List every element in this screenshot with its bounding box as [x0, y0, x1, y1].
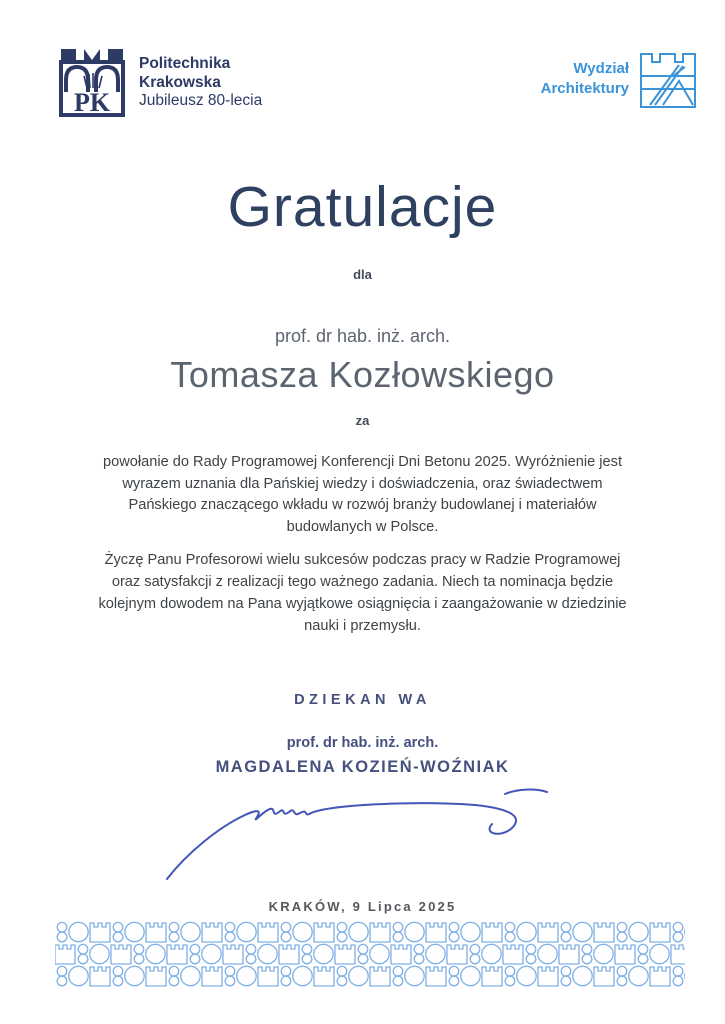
brand-line3: Jubileusz 80-lecia [139, 92, 263, 110]
honoree-titles: prof. dr hab. inż. arch. [274, 325, 451, 346]
signer-name: MAGDALENA KOZIEŃ-WOŹNIAK [215, 757, 510, 776]
signer-titles: prof. dr hab. inż. arch. [286, 734, 439, 751]
footer-ornament-border [55, 921, 685, 988]
signer-role: DZIEKAN WA [294, 691, 431, 708]
certificate-title: Gratulacje [227, 175, 498, 239]
brand-line2: Krakowska [139, 73, 221, 91]
faculty-line1: Wydział [573, 60, 629, 77]
for-word: dla [353, 266, 372, 282]
date-line: KRAKÓW, 9 Lipca 2025 [268, 898, 457, 914]
paragraph-1: powołanie do Rady Programowej Konferencji Dni Betonu 2025. Wyróżnienie jest wyrazem uznania dla Pańskiej wiedzy i doświadczenia, oraz świadectwem Pańskiego znaczącego wkładu w rozwój branży budowlanej i materiałów budowlanych w Polsce. [102, 453, 623, 536]
signature-image [153, 785, 573, 883]
pk-monogram: PK [73, 88, 111, 117]
faculty-line2: Architektury [540, 80, 629, 98]
paragraph-2: Życzę Panu Profesorowi wielu sukcesów podczas pracy w Radzie Programowej oraz satysfakcji z realizacji tego ważnego zadania. Niech ta nominacja będzie kolejnym dowodem na Pana wyjątkowe osiągnięcia i zaangażowanie w dziedzinie nauki i przemysłu. [98, 552, 627, 634]
brand-line1: Politechnika [139, 54, 231, 72]
honoree-name: Tomasza Kozłowskiego [170, 353, 555, 395]
za-word: za [355, 412, 370, 428]
